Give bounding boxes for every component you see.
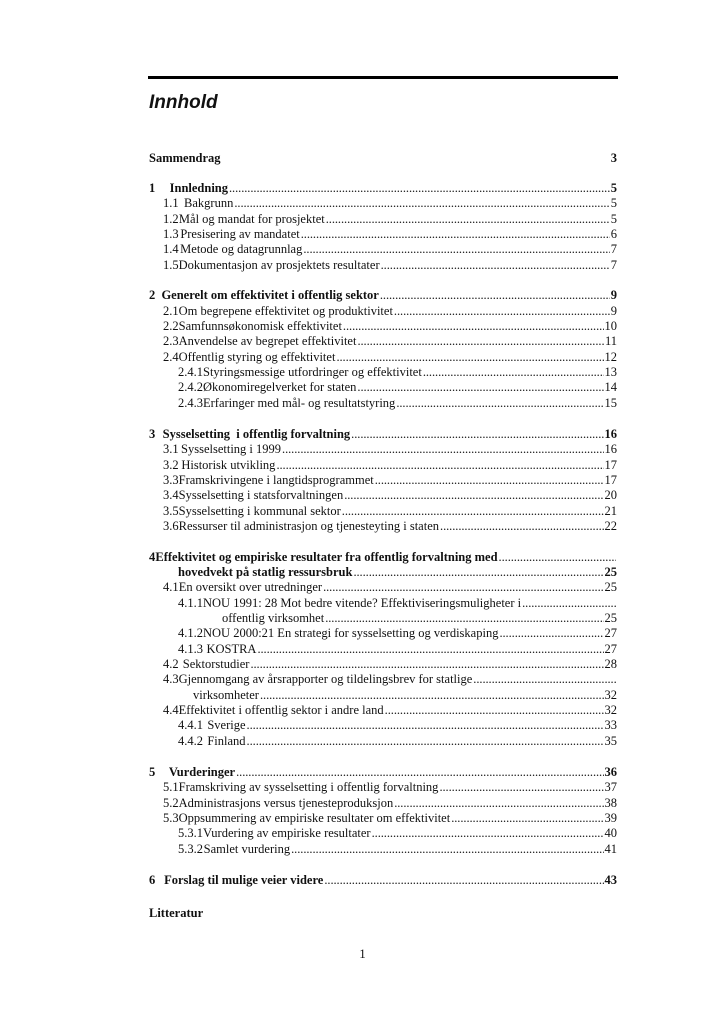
toc-entry-4-4[interactable] <box>163 702 617 718</box>
toc-entry-number: 4.1 <box>163 580 179 594</box>
toc-entry-number: 4.4.2 <box>178 734 203 748</box>
toc-entry-2-4-2[interactable] <box>178 379 617 395</box>
toc-entry-title: Sysselsetting i statsforvaltningen <box>178 488 344 502</box>
toc-leader <box>394 795 603 811</box>
toc-entry-2-2[interactable] <box>163 318 617 334</box>
toc-entry-number: 2.4.1 <box>178 365 203 379</box>
toc-entry-6[interactable] <box>149 872 617 888</box>
toc-entry-3-6[interactable] <box>163 518 617 534</box>
toc-entry-title: NOU 2000:21 En strategi for sysselsetting og verdiskaping <box>203 626 499 640</box>
toc-entry-4-1[interactable] <box>163 579 617 595</box>
toc-entry-page: 17 <box>604 458 617 472</box>
toc-entry-litteratur[interactable] <box>149 905 617 921</box>
toc-entry-4-4-1[interactable] <box>178 717 617 733</box>
toc-entry-title: Innledning <box>169 181 228 195</box>
toc-entry-page: 25 <box>604 611 617 625</box>
toc-entry-number: 2.1 <box>163 304 179 318</box>
toc-entry-4-cont[interactable] <box>178 564 617 580</box>
toc-entry-page: 20 <box>604 488 617 502</box>
toc-entry-title: Forslag til mulige veier videre <box>164 873 324 887</box>
toc-entry-title: Sektorstudier <box>182 657 250 671</box>
toc-entry-number: 4.2 <box>163 657 179 671</box>
toc-leader <box>499 549 616 565</box>
toc-entry-page: 36 <box>604 765 617 779</box>
toc-leader <box>380 287 610 303</box>
toc-leader <box>236 764 603 780</box>
toc-entry-number: 3.1 <box>163 442 179 456</box>
toc-entry-number: 5.2 <box>163 796 179 810</box>
toc-entry-title: Effektivitet i offentlig sektor i andre land <box>178 703 384 717</box>
toc-entry-2-4-1[interactable] <box>178 364 617 380</box>
toc-entry-page: 9 <box>610 304 617 318</box>
toc-entry-number: 2.4.3 <box>178 396 203 410</box>
toc-leader <box>499 625 603 641</box>
toc-entry-page: 32 <box>604 688 617 702</box>
toc-entry-title-line1: Effektivitet og empiriske resultater fra offentlig forvaltning med <box>155 550 498 564</box>
toc-entry-title: Om begrepene effektivitet og produktivitet <box>178 304 393 318</box>
toc-entry-3-1[interactable] <box>163 441 617 457</box>
toc-entry-page: 25 <box>604 565 617 579</box>
toc-entry-title: Samfunnsøkonomisk effektivitet <box>178 319 342 333</box>
toc-entry-number: 1.3 <box>163 227 179 241</box>
toc-entry-number: 5.3 <box>163 811 179 825</box>
toc-entry-page: 38 <box>604 796 617 810</box>
toc-entry-page: 5 <box>610 196 617 210</box>
toc-entry-4-1-2[interactable] <box>178 625 617 641</box>
toc-entry-title: Anvendelse av begrepet effektivitet <box>178 334 357 348</box>
toc-entry-number: 1.4 <box>163 242 179 256</box>
toc-entry-page: 17 <box>604 473 617 487</box>
toc-entry-title: Vurderinger <box>168 765 236 779</box>
toc-entry-page: 33 <box>604 718 617 732</box>
toc-entry-number: 2 <box>149 288 156 302</box>
toc-entry-2[interactable] <box>149 287 617 303</box>
toc-leader <box>301 226 610 242</box>
toc-entry-5-3[interactable] <box>163 810 617 826</box>
toc-leader <box>323 579 603 595</box>
toc-entry-title: KOSTRA <box>206 642 257 656</box>
toc-entry-title: Samlet vurdering <box>203 842 291 856</box>
toc-leader <box>394 303 610 319</box>
toc-entry-title: Framskrivingene i langtidsprogrammet <box>178 473 374 487</box>
toc-entry-page: 25 <box>604 580 617 594</box>
toc-entry-page: 10 <box>604 319 617 333</box>
toc-entry-number: 1.5 <box>163 258 179 272</box>
toc-leader <box>385 702 604 718</box>
toc-entry-1-2[interactable] <box>163 211 617 227</box>
toc-entry-number: 2.2 <box>163 319 179 333</box>
toc-entry-2-1[interactable] <box>163 303 617 319</box>
toc-entry-page: 6 <box>610 227 617 241</box>
toc-entry-title: Ressurser til administrasjon og tjenesteyting i staten <box>178 519 440 533</box>
toc-entry-page: 16 <box>604 427 617 441</box>
toc-leader <box>324 872 603 888</box>
toc-leader <box>336 349 603 365</box>
toc-entry-page: 12 <box>604 350 617 364</box>
toc-entry-5-2[interactable] <box>163 795 617 811</box>
toc-entry-1[interactable] <box>149 180 617 196</box>
toc-entry-page: 35 <box>604 734 617 748</box>
toc-entry-title: Oppsummering av empiriske resultater om effektivitet <box>178 811 451 825</box>
toc-leader <box>234 195 609 211</box>
toc-entry-title: Historisk utvikling <box>181 458 276 472</box>
toc-leader <box>473 671 616 687</box>
toc-entry-1-5[interactable] <box>163 257 617 273</box>
toc-entry-title: Litteratur <box>149 906 204 920</box>
toc-entry-2-4-3[interactable] <box>178 395 617 411</box>
toc-entry-page: 28 <box>604 657 617 671</box>
toc-entry-title-line2: hovedvekt på statlig ressursbruk <box>178 565 353 579</box>
toc-entry-5-1[interactable] <box>163 779 617 795</box>
toc-leader <box>423 364 604 380</box>
toc-entry-1-3[interactable] <box>163 226 617 242</box>
toc-entry-number: 3.4 <box>163 488 179 502</box>
toc-entry-page: 13 <box>604 365 617 379</box>
toc-entry-title-line2: offentlig virksomhet <box>222 611 325 625</box>
toc-leader <box>260 687 604 703</box>
toc-entry-number: 6 <box>149 873 156 887</box>
toc-entry-number: 1.2 <box>163 212 179 226</box>
toc-entry-title: Bakgrunn <box>184 196 234 210</box>
toc-leader <box>353 564 603 580</box>
toc-leader <box>357 333 604 349</box>
toc-entry-page: 3 <box>610 151 617 165</box>
toc-entry-4-1-3[interactable] <box>178 641 617 657</box>
toc-entry-title: Mål og mandat for prosjektet <box>178 212 325 226</box>
toc-leader <box>276 457 603 473</box>
page-title: Innhold <box>149 92 218 113</box>
toc-entry-page: 15 <box>604 396 617 410</box>
toc-entry-title: Sysselsetting i kommunal sektor <box>178 504 341 518</box>
toc-entry-page: 5 <box>610 212 617 226</box>
toc-entry-title: Offentlig styring og effektivitet <box>178 350 336 364</box>
toc-leader <box>282 441 603 457</box>
toc-entry-title: Finland <box>207 734 246 748</box>
toc-leader <box>229 180 610 196</box>
toc-entry-page: 11 <box>604 334 617 348</box>
toc-entry-number: 2.4.2 <box>178 380 203 394</box>
toc-entry-page: 16 <box>604 442 617 456</box>
toc-entry-number: 4 <box>149 550 156 564</box>
toc-entry-title: Framskriving av sysselsetting i offentlig forvaltning <box>178 780 439 794</box>
toc-entry-5-3-2[interactable] <box>178 841 617 857</box>
toc-entry-number: 3.6 <box>163 519 179 533</box>
toc-entry-number: 1 <box>149 181 156 195</box>
toc-entry-title: Sysselsetting i offentlig forvaltning <box>162 427 351 441</box>
toc-entry-page: 14 <box>604 380 617 394</box>
toc-leader <box>343 318 604 334</box>
toc-entry-number: 4.1.2 <box>178 626 203 640</box>
toc-leader <box>439 779 603 795</box>
toc-entry-number: 2.3 <box>163 334 179 348</box>
toc-leader <box>396 395 603 411</box>
toc-entry-2-4[interactable] <box>163 349 617 365</box>
toc-entry-3-5[interactable] <box>163 503 617 519</box>
toc-entry-3[interactable] <box>149 426 617 442</box>
toc-leader <box>247 733 604 749</box>
toc-entry-page: 40 <box>604 826 617 840</box>
toc-entry-title: Sverige <box>207 718 246 732</box>
toc-leader <box>451 810 603 826</box>
toc-entry-title: Sysselsetting i 1999 <box>181 442 282 456</box>
toc-entry-title: Dokumentasjon av prosjektets resultater <box>178 258 380 272</box>
toc-leader <box>522 595 616 611</box>
toc-entry-title-line1: Gjennomgang av årsrapporter og tildelingsbrev for statlige <box>178 672 473 686</box>
toc-entry-page: 43 <box>604 873 617 887</box>
toc-entry-number: 4.4.1 <box>178 718 203 732</box>
toc-entry-page: 27 <box>604 642 617 656</box>
toc-leader <box>344 487 603 503</box>
toc-leader <box>342 503 604 519</box>
toc-entry-number: 2.4 <box>163 350 179 364</box>
toc-entry-number: 5.1 <box>163 780 179 794</box>
toc-entry-page: 22 <box>604 519 617 533</box>
toc-entry-4-3-cont[interactable] <box>193 687 617 703</box>
toc-leader <box>250 656 603 672</box>
toc-entry-4-1-1-cont[interactable] <box>222 610 617 626</box>
toc-entry-2-3[interactable] <box>163 333 617 349</box>
toc-entry-number: 4.3 <box>163 672 179 686</box>
toc-leader <box>325 610 603 626</box>
toc-entry-number: 5 <box>149 765 156 779</box>
top-rule <box>148 76 618 79</box>
toc-entry-page: 9 <box>610 288 617 302</box>
toc-entry-4-4-2[interactable] <box>178 733 617 749</box>
toc-entry-title: Generelt om effektivitet i offentlig sektor <box>161 288 379 302</box>
toc-entry-title: Presisering av mandatet <box>180 227 300 241</box>
toc-entry-5[interactable] <box>149 764 617 780</box>
toc-entry-title: Erfaringer med mål- og resultatstyring <box>203 396 396 410</box>
toc-entry-page: 41 <box>604 842 617 856</box>
toc-entry-title: Administrasjons versus tjenesteproduksjon <box>178 796 394 810</box>
toc-entry-5-3-1[interactable] <box>178 825 617 841</box>
toc-leader <box>375 472 604 488</box>
toc-entry-page: 7 <box>610 258 617 272</box>
toc-entry-4[interactable] <box>149 549 617 565</box>
toc-leader <box>257 641 603 657</box>
toc-entry-title-line1: NOU 1991: 28 Mot bedre vitende? Effektiviseringsmuligheter i <box>203 596 522 610</box>
toc-entry-number: 3.2 <box>163 458 179 472</box>
toc-leader <box>247 717 604 733</box>
toc-entry-title: Sammendrag <box>149 151 221 165</box>
toc-entry-sammendrag[interactable] <box>149 150 617 166</box>
toc-entry-number: 4.1.1 <box>178 596 203 610</box>
toc-leader <box>372 825 604 841</box>
toc-entry-1-1[interactable] <box>163 195 617 211</box>
toc-entry-title-line2: virksomheter <box>193 688 259 702</box>
toc-leader <box>357 379 603 395</box>
toc-entry-page: 27 <box>604 626 617 640</box>
toc-entry-1-4[interactable] <box>163 241 617 257</box>
toc-entry-number: 5.3.2 <box>178 842 203 856</box>
toc-entry-title: Metode og datagrunnlag <box>180 242 303 256</box>
toc-leader <box>291 841 603 857</box>
toc-entry-title: Vurdering av empiriske resultater <box>203 826 371 840</box>
toc-entry-number: 3.3 <box>163 473 179 487</box>
toc-entry-page: 39 <box>604 811 617 825</box>
toc-entry-3-2[interactable] <box>163 457 617 473</box>
toc-entry-title: Styringsmessige utfordringer og effektivitet <box>203 365 422 379</box>
toc-leader <box>303 241 609 257</box>
toc-entry-page: 21 <box>604 504 617 518</box>
toc-leader <box>381 257 610 273</box>
toc-entry-page: 32 <box>604 703 617 717</box>
toc-entry-3-3[interactable] <box>163 472 617 488</box>
toc-entry-title: En oversikt over utredninger <box>178 580 323 594</box>
toc-entry-page: 5 <box>610 181 617 195</box>
toc-entry-3-4[interactable] <box>163 487 617 503</box>
toc-leader <box>440 518 603 534</box>
toc-entry-4-1-1[interactable] <box>178 595 617 611</box>
toc-entry-number: 4.4 <box>163 703 179 717</box>
toc-entry-number: 1.1 <box>163 196 179 210</box>
toc-leader <box>351 426 603 442</box>
toc-entry-page: 37 <box>604 780 617 794</box>
toc-leader <box>326 211 610 227</box>
page-number: 1 <box>359 946 366 961</box>
toc-entry-number: 3 <box>149 427 156 441</box>
toc-entry-page: 7 <box>610 242 617 256</box>
toc-entry-title: Økonomiregelverket for staten <box>203 380 357 394</box>
toc-entry-4-2[interactable] <box>163 656 617 672</box>
toc-entry-number: 5.3.1 <box>178 826 203 840</box>
toc-entry-4-3[interactable] <box>163 671 617 687</box>
toc-entry-number: 4.1.3 <box>178 642 203 656</box>
toc-entry-number: 3.5 <box>163 504 179 518</box>
